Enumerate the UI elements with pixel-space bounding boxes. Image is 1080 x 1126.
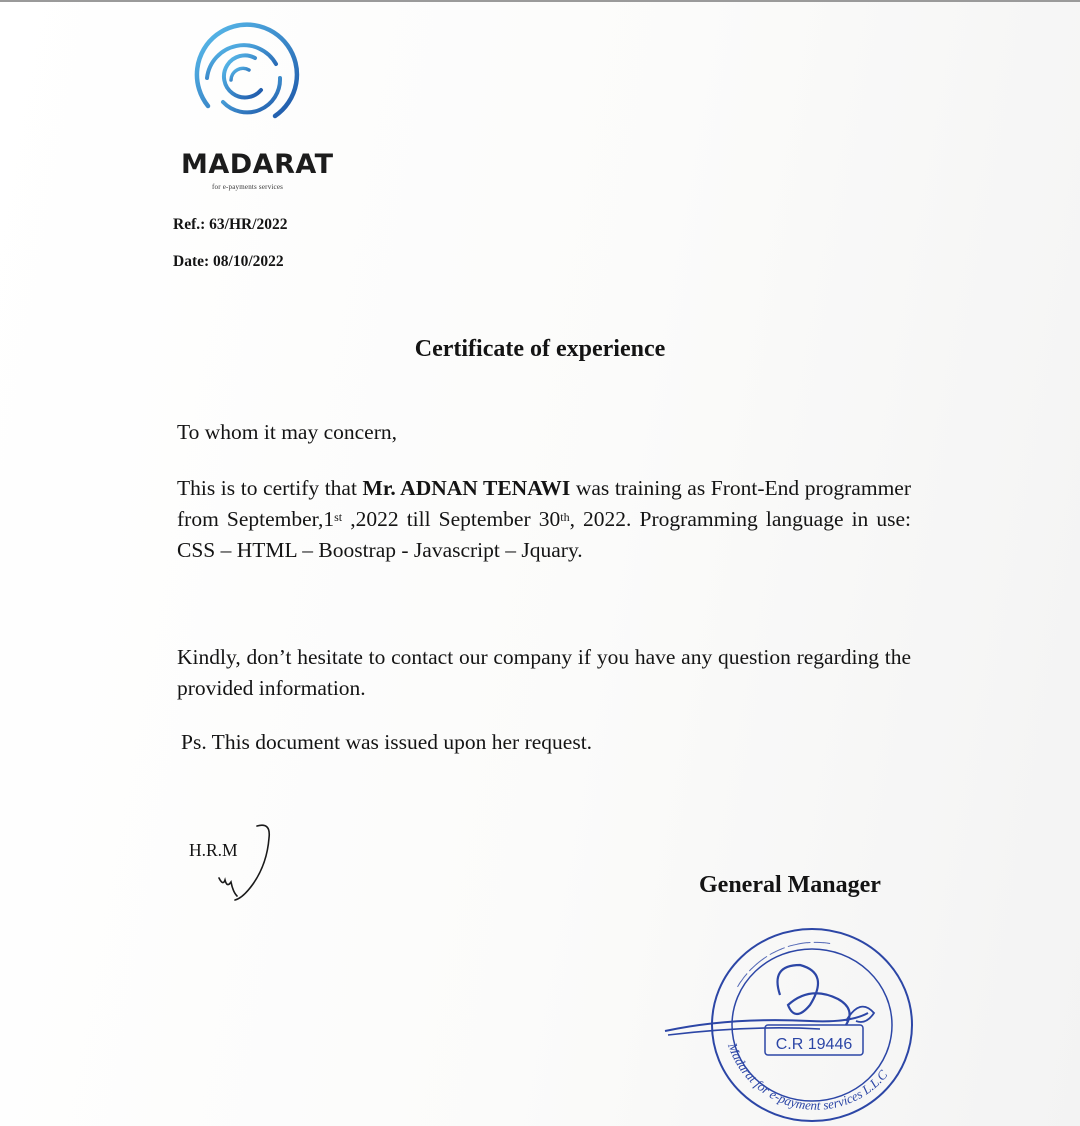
certification-paragraph bbox=[177, 473, 911, 566]
company-name: MADARAT bbox=[181, 149, 334, 180]
greeting: To whom it may concern, bbox=[177, 420, 398, 444]
company-tagline: for e-payments services bbox=[212, 183, 284, 191]
document-title: Certificate of experience bbox=[414, 336, 666, 362]
general-manager-label: General Manager bbox=[699, 872, 881, 898]
p1-sup-th: th bbox=[560, 510, 570, 524]
p1-sup-st: st bbox=[334, 510, 343, 524]
p1-intro: This is to certify that bbox=[177, 476, 363, 500]
svg-text:ـــــ ـــــــ ـــــ ـــــــ ــ: ـــــ ـــــــ ـــــ ـــــــ ـــــ bbox=[729, 932, 832, 989]
stamp-cr-number: C.R 19446 bbox=[775, 1036, 853, 1053]
document-date: Date: 08/10/2022 bbox=[173, 253, 284, 270]
contact-paragraph: Kindly, don’t hesitate to contact our company if you have any question regarding the provided information. bbox=[177, 645, 911, 700]
p1-part3: ,2022 till September 30 bbox=[342, 507, 561, 531]
employee-name: Mr. ADNAN TENAWI bbox=[362, 476, 571, 500]
company-stamp-icon bbox=[660, 925, 920, 1125]
reference-number: Ref.: 63/HR/2022 bbox=[173, 216, 288, 233]
p1-part2: was training as Front-End programmer from September,1 bbox=[177, 476, 912, 531]
hrm-signature-icon bbox=[213, 820, 283, 910]
scan-edge-line bbox=[0, 0, 1080, 2]
p1-part4: , 2022. bbox=[569, 507, 632, 531]
languages-line: Programming language in use: CSS – HTML – Boostrap - Javascript – Jquary. bbox=[177, 507, 912, 562]
hrm-label: H.R.M bbox=[189, 840, 238, 860]
madarat-logo-icon bbox=[183, 18, 303, 138]
postscript: Ps. This document was issued upon her request. bbox=[181, 730, 593, 754]
stamp-bottom-text: Madarat for e-payment services L.L.C bbox=[725, 1040, 891, 1113]
